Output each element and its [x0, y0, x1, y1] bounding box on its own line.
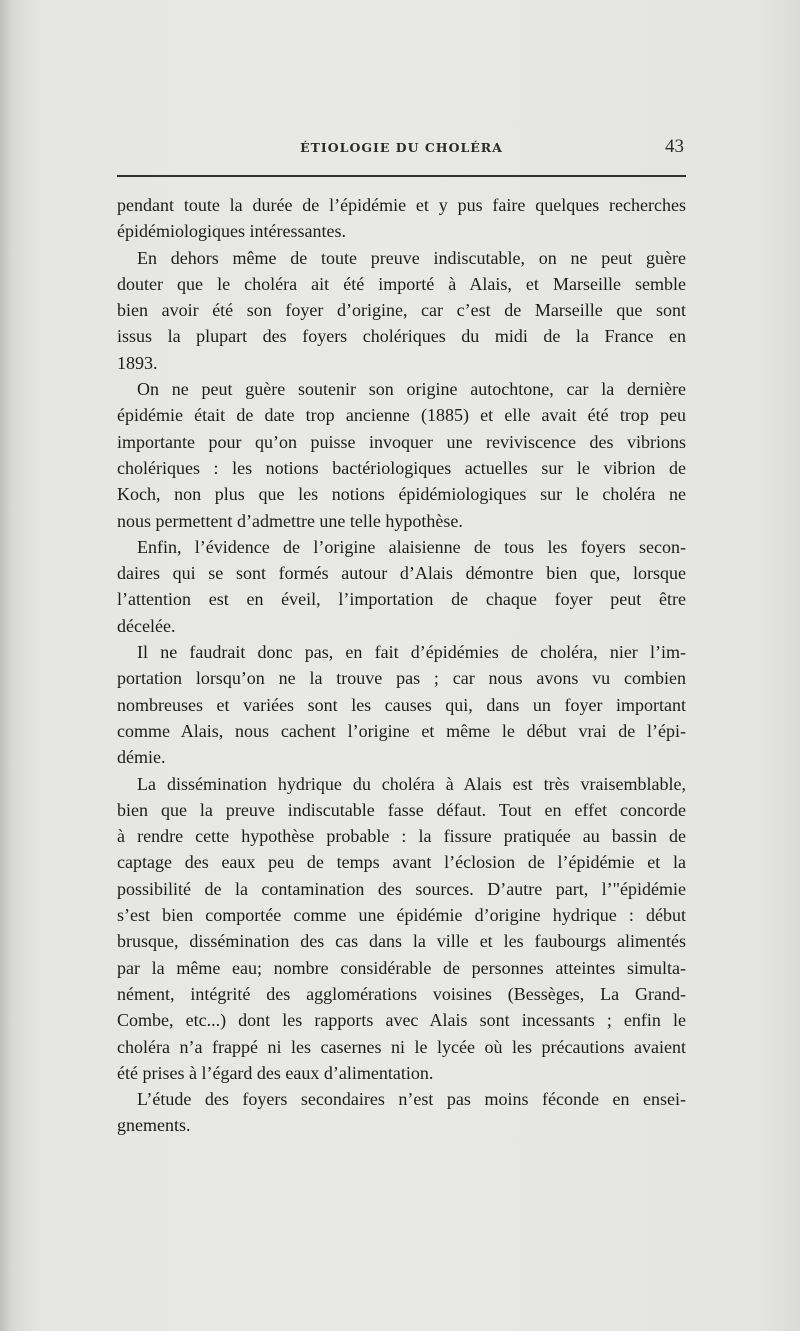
running-head [117, 136, 686, 160]
text-line: Koch, non plus que les notions épidémiologiques sur le choléra ne [117, 484, 686, 505]
paragraph [117, 376, 686, 534]
text-line: brusque, dissémination des cas dans la ville et les faubourgs alimentés [117, 931, 686, 952]
text-line: bien avoir été son foyer d’origine, car c’est de Marseille que sont [117, 300, 686, 321]
text-line: épidémiologiques intéressantes. [117, 221, 346, 242]
paragraph [117, 534, 686, 639]
text-line: Enfin, l’évidence de l’origine alaisienne de tous les foyers secon- [137, 536, 686, 557]
text-line: daires qui se sont formés autour d’Alais démontre bien que, lorsque [117, 563, 686, 584]
text-line: l’attention est en éveil, l’importation de chaque foyer peut être [117, 589, 686, 610]
text-line: choléra n’a frappé ni les casernes ni le lycée où les précautions avaient [117, 1036, 686, 1057]
text-line: gnements. [117, 1115, 191, 1136]
text-line: Combe, etc...) dont les rapports avec Alais sont incessants ; enfin le [117, 1010, 686, 1031]
text-line: portation lorsqu’on ne la trouve pas ; car nous avons vu combien [117, 668, 686, 689]
text-line: bien que la preuve indiscutable fasse défaut. Tout en effet concorde [117, 799, 686, 820]
text-line: La dissémination hydrique du choléra à Alais est très vraisemblable, [137, 773, 686, 794]
text-line: par la même eau; nombre considérable de personnes atteintes simulta- [117, 957, 686, 978]
text-line: s’est bien comportée comme une épidémie d’origine hydrique : début [117, 905, 686, 926]
header-rule [117, 175, 686, 177]
text-line: épidémie était de date trop ancienne (1885) et elle avait été trop peu [117, 405, 686, 426]
paragraph [117, 639, 686, 770]
text-line: été prises à l’égard des eaux d’alimentation. [117, 1062, 434, 1083]
text-line: issus la plupart des foyers cholériques du midi de la France en [117, 326, 686, 347]
text-line: L’étude des foyers secondaires n’est pas moins féconde en ensei- [137, 1089, 686, 1110]
text-line: pendant toute la durée de l’épidémie et y pus faire quelques recherches [117, 195, 686, 215]
body-text [117, 192, 686, 1139]
paragraph [117, 192, 686, 245]
paragraph [117, 1086, 686, 1139]
text-line: nous permettent d’admettre une telle hypothèse. [117, 510, 463, 531]
text-line: décelée. [117, 615, 176, 636]
paragraph [117, 771, 686, 1087]
text-line: comme Alais, nous cachent l’origine et même le début vrai de l’épi- [117, 720, 686, 741]
text-line: possibilité de la contamination des sources. D’autre part, l’"épidémie [117, 878, 686, 899]
text-line: démie. [117, 747, 166, 768]
text-line: nément, intégrité des agglomérations voisines (Bessèges, La Grand- [117, 983, 686, 1004]
text-line: douter que le choléra ait été importé à Alais, et Marseille semble [117, 273, 686, 294]
paragraph [117, 245, 686, 376]
text-line: nombreuses et variées sont les causes qui, dans un foyer important [117, 694, 686, 715]
text-line: Il ne faudrait donc pas, en fait d’épidémies de choléra, nier l’im- [137, 642, 686, 663]
text-line: importante pour qu’on puisse invoquer une reviviscence des vibrions [117, 431, 686, 452]
page-number: 43 [665, 136, 684, 157]
text-line: 1893. [117, 352, 158, 373]
text-line: En dehors même de toute preuve indiscutable, on ne peut guère [137, 247, 686, 268]
running-head-title: ÉTIOLOGIE DU CHOLÉRA [300, 140, 503, 155]
text-line: cholériques : les notions bactériologiques actuelles sur le vibrion de [117, 457, 686, 478]
text-line: captage des eaux peu de temps avant l’éclosion de l’épidémie et la [117, 852, 686, 873]
text-line: On ne peut guère soutenir son origine autochtone, car la dernière [137, 379, 686, 400]
text-line: à rendre cette hypothèse probable : la fissure pratiquée au bassin de [117, 826, 686, 847]
